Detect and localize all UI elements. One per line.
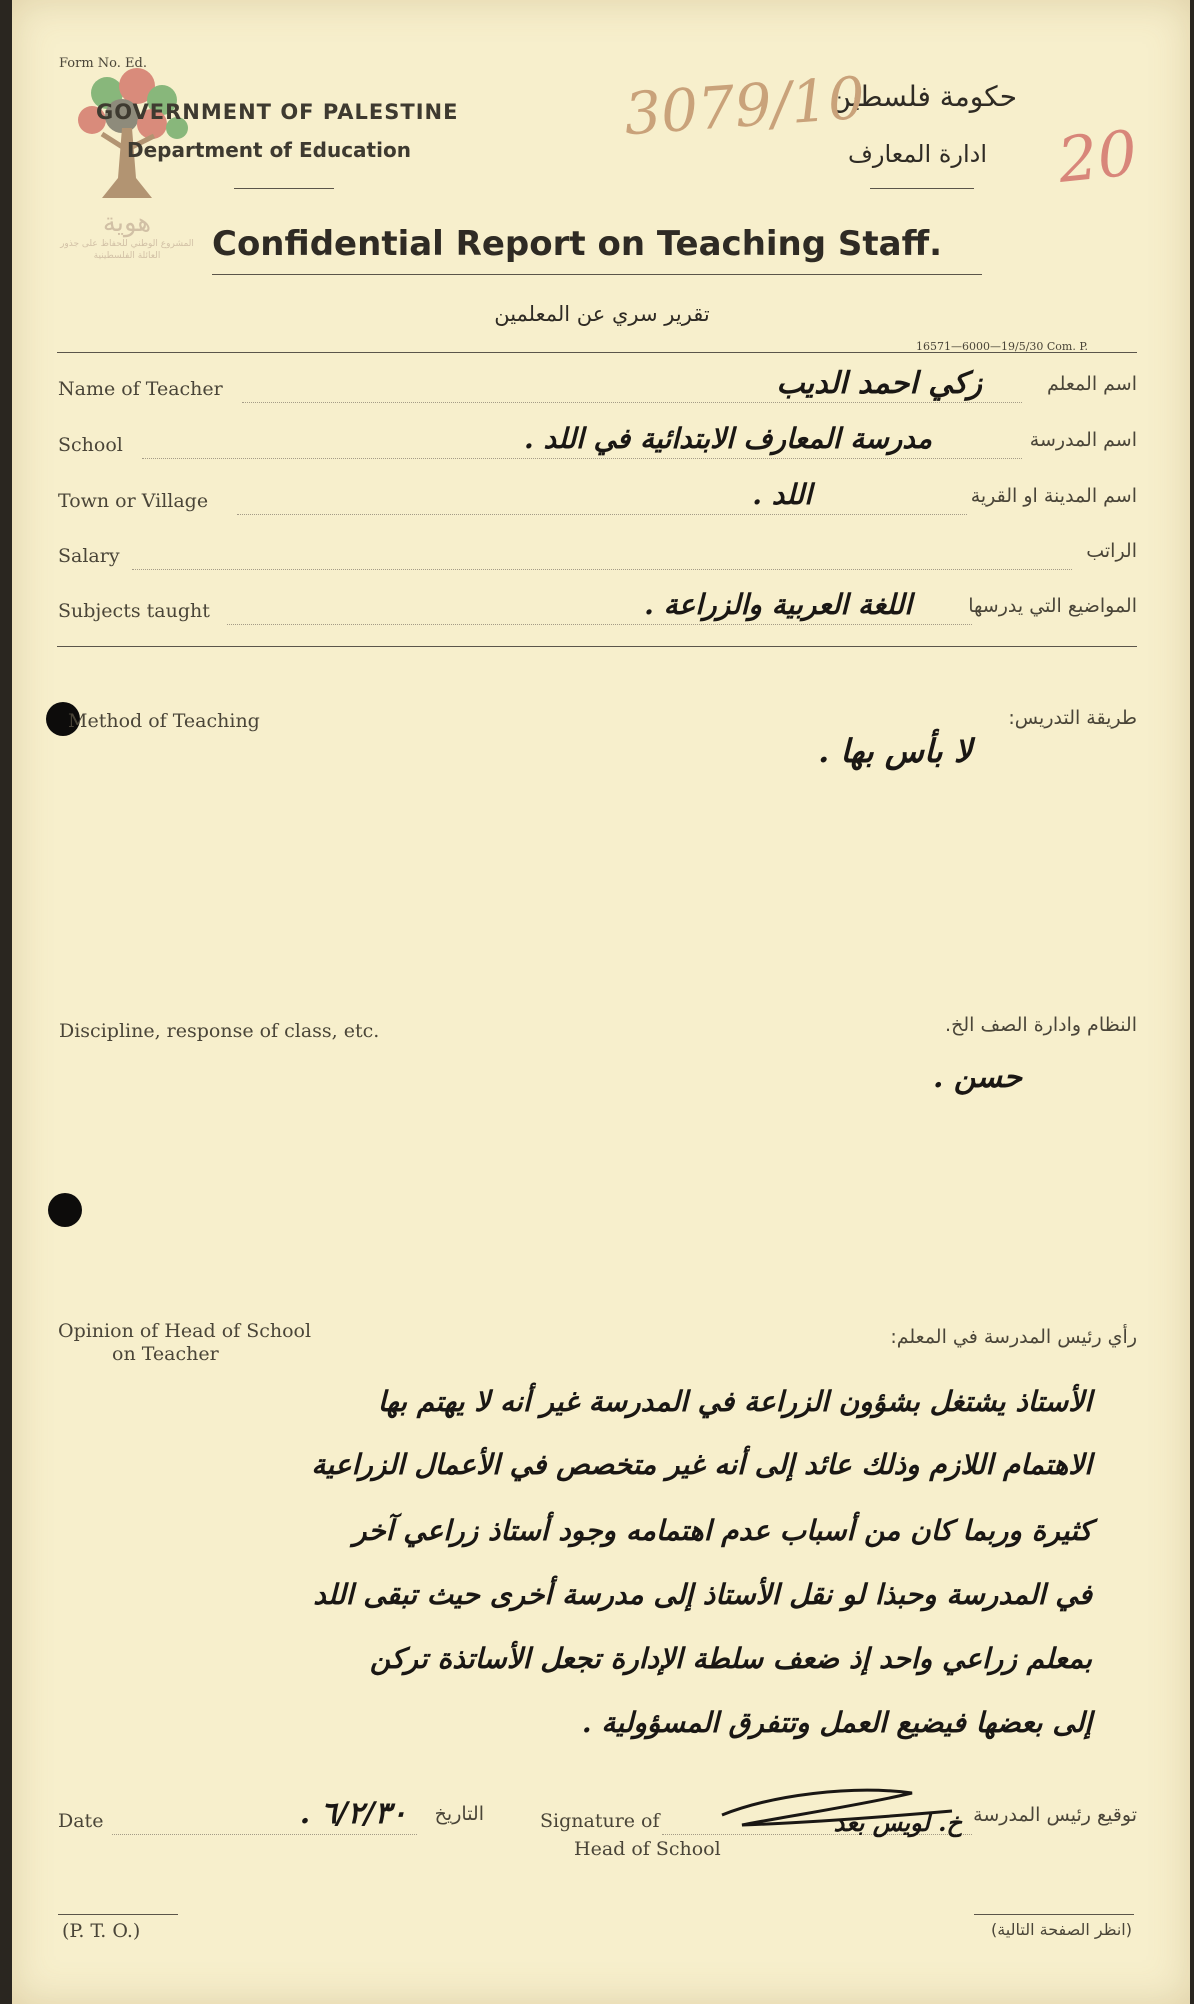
field-value: اللد .: [752, 478, 812, 511]
opinion-line: بمعلم زراعي واحد إذ ضعف سلطة الإدارة تجعل الأساتذة تركن: [369, 1642, 1092, 1675]
opinion-line: في المدرسة وحبذا لو نقل الأستاذ إلى مدرسة أخرى حيث تبقى اللد: [313, 1578, 1092, 1611]
field-dotline: [132, 569, 1072, 570]
header-ornament-left: [234, 188, 334, 189]
pto-ar: (انظر الصفحة التالية): [990, 1920, 1132, 1939]
field-value: اللغة العربية والزراعة .: [644, 588, 912, 621]
date-label-ar: التاريخ: [434, 1803, 484, 1825]
field-label-en: Subjects taught: [58, 600, 210, 622]
pto-ar-rule: [974, 1914, 1134, 1915]
form-number: Form No. Ed.: [59, 56, 147, 71]
field-label-en: School: [58, 434, 123, 456]
field-dotline: [142, 458, 1022, 459]
date-label-en: Date: [58, 1810, 104, 1832]
binder-hole-bottom: [48, 1193, 82, 1227]
tree-icon: [52, 58, 202, 208]
watermark-subtitle: المشروع الوطني للحفاظ على جذور العائلة الفلسطينية: [60, 239, 194, 261]
government-title-en: GOVERNMENT OF PALESTINE: [96, 100, 459, 124]
print-code: 16571—6000—19/5/30 Com. P.: [916, 340, 1089, 353]
section-label-ar: النظام وادارة الصف الخ.: [945, 1014, 1137, 1036]
field-label-ar: اسم المدينة او القرية: [970, 485, 1137, 507]
section-label-en-1: Opinion of Head of School: [58, 1320, 312, 1342]
field-dotline: [227, 624, 972, 625]
field-label-en: Name of Teacher: [58, 378, 223, 400]
field-label-en: Salary: [58, 545, 120, 567]
signature-label-en-1: Signature of: [540, 1810, 660, 1832]
field-label-ar: المواضيع التي يدرسها: [968, 595, 1137, 617]
opinion-line: الأستاذ يشتغل بشؤون الزراعة في المدرسة غير أنه لا يهتم بها: [377, 1385, 1092, 1418]
reference-number: 3079/10: [621, 63, 868, 149]
field-label-ar: اسم المعلم: [1046, 373, 1137, 395]
section-label-ar: رأي رئيس المدرسة في المعلم:: [890, 1326, 1137, 1348]
date-dotline: [112, 1834, 417, 1835]
signature-value: خ. لويس بعد: [833, 1808, 962, 1837]
report-title-en: Confidential Report on Teaching Staff.: [212, 224, 943, 264]
section-label-en: Discipline, response of class, etc.: [59, 1020, 380, 1042]
section-value: لا بأس بها .: [818, 732, 972, 770]
section-label-en-2: on Teacher: [112, 1343, 219, 1365]
field-dotline: [237, 514, 967, 515]
department-title-ar: ادارة المعارف: [847, 140, 987, 168]
field-label-ar: اسم المدرسة: [1029, 429, 1137, 451]
report-title-ar: تقرير سري عن المعلمين: [494, 302, 710, 326]
government-title-ar: حكومة فلسطين: [830, 80, 1017, 113]
page-mark: 20: [1054, 116, 1141, 197]
opinion-line: الاهتمام اللازم وذلك عائد إلى أنه غير متخصص في الأعمال الزراعية: [311, 1448, 1092, 1481]
field-value: زكي احمد الديب: [776, 366, 982, 401]
department-title-en: Department of Education: [127, 138, 411, 162]
signature-label-ar: توقيع رئيس المدرسة: [973, 1804, 1137, 1826]
title-underline: [212, 274, 982, 275]
opinion-line: إلى بعضها فيضيع العمل وتتفرق المسؤولية .: [581, 1706, 1092, 1739]
field-value: مدرسة المعارف الابتدائية في اللد .: [524, 422, 932, 455]
signature-label-en-2: Head of School: [574, 1838, 721, 1860]
section-label-ar: طريقة التدريس:: [1008, 707, 1137, 729]
document-page: [12, 0, 1190, 2004]
date-value: ٦/٢/٣٠ .: [299, 1796, 407, 1831]
header-ornament-right: [870, 188, 974, 189]
field-dotline: [242, 402, 1022, 403]
watermark-logo: [52, 58, 202, 268]
fields-separator: [57, 646, 1137, 647]
field-label-en: Town or Village: [58, 490, 209, 512]
watermark-title: هوية: [102, 208, 152, 238]
pto-en-rule: [58, 1914, 178, 1915]
pto-en: (P. T. O.): [62, 1920, 141, 1942]
section-label-en: Method of Teaching: [68, 710, 260, 732]
section-value: حسن .: [932, 1060, 1022, 1095]
opinion-line: كثيرة وربما كان من أسباب عدم اهتمامه وجود أستاذ زراعي آخر: [352, 1514, 1092, 1547]
field-label-ar: الراتب: [1086, 540, 1137, 562]
